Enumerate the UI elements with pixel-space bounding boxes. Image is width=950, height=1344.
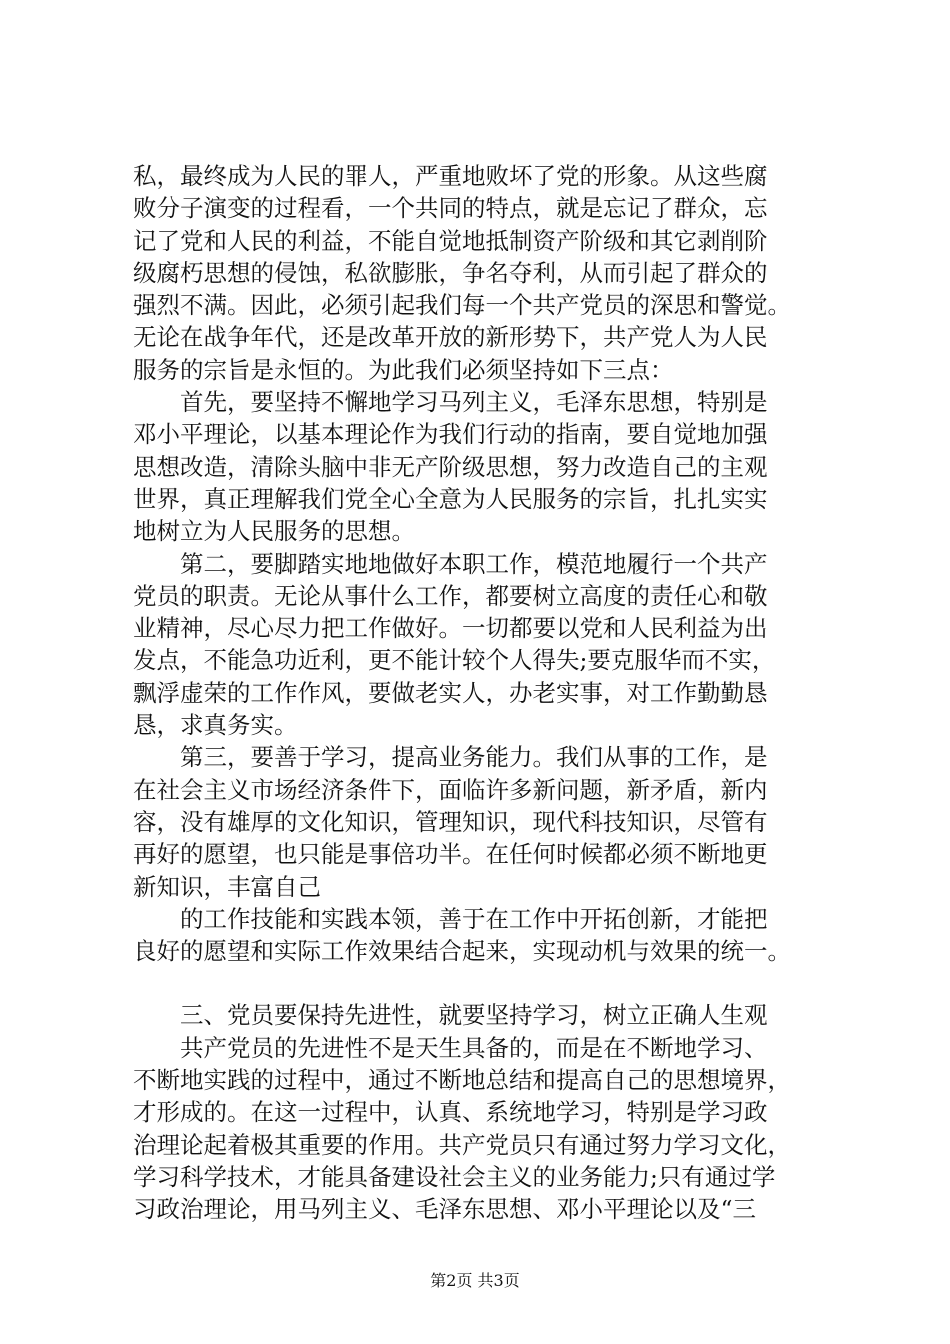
text-line: 发点，不能急功近利，更不能计较个人得失;要克服华而不实， [133, 646, 776, 675]
body-text [133, 160, 848, 1226]
text-line: 恳，求真务实。 [133, 711, 298, 740]
text-line: 第二，要脚踏实地地做好本职工作，模范地履行一个共产 [180, 549, 768, 578]
text-line: 良好的愿望和实际工作效果结合起来，实现动机与效果的统一。 [133, 937, 791, 966]
text-line: 共产党员的先进性不是天生具备的，而是在不断地学习、 [180, 1033, 768, 1062]
text-line: 习政治理论，用马列主义、毛泽东思想、邓小平理论以及“三 [133, 1195, 757, 1224]
text-line: 级腐朽思想的侵蚀，私欲膨胀，争名夺利，从而引起了群众的 [133, 258, 768, 287]
text-line: 党员的职责。无论从事什么工作，都要树立高度的责任心和敬 [133, 581, 768, 610]
text-line: 败分子演变的过程看，一个共同的特点，就是忘记了群众，忘 [133, 194, 768, 223]
text-line: 再好的愿望，也只能是事倍功半。在任何时候都必须不断地更 [133, 840, 768, 869]
text-line: 服务的宗旨是永恒的。为此我们必须坚持如下三点： [133, 355, 674, 384]
text-line: 才形成的。在这一过程中，认真、系统地学习，特别是学习政 [133, 1098, 768, 1127]
text-line: 学习科学技术，才能具备建设社会主义的业务能力;只有通过学 [133, 1162, 776, 1191]
text-line: 强烈不满。因此，必须引起我们每一个共产党员的深思和警觉。 [133, 291, 791, 320]
text-line: 第三，要善于学习，提高业务能力。我们从事的工作，是 [180, 743, 768, 772]
text-line: 地树立为人民服务的思想。 [133, 517, 415, 546]
text-line: 思想改造，清除头脑中非无产阶级思想，努力改造自己的主观 [133, 452, 768, 481]
text-line: 不断地实践的过程中，通过不断地总结和提高自己的思想境界， [133, 1066, 791, 1095]
text-line: 记了党和人民的利益，不能自觉地抵制资产阶级和其它剥削阶 [133, 226, 768, 255]
text-line: 世界，真正理解我们党全心全意为人民服务的宗旨，扎扎实实 [133, 484, 768, 513]
text-line: 首先，要坚持不懈地学习马列主义，毛泽东思想，特别是 [180, 388, 768, 417]
text-line: 在社会主义市场经济条件下，面临许多新问题，新矛盾，新内 [133, 775, 768, 804]
text-line: 私，最终成为人民的罪人，严重地败坏了党的形象。从这些腐 [133, 162, 768, 190]
section-heading: 三、党员要保持先进性，就要坚持学习，树立正确人生观 [180, 1001, 768, 1030]
text-line: 无论在战争年代，还是改革开放的新形势下，共产党人为人民 [133, 323, 768, 352]
paragraph-gap [133, 967, 848, 999]
text-line: 业精神，尽心尽力把工作做好。一切都要以党和人民利益为出 [133, 614, 768, 643]
text-line: 容，没有雄厚的文化知识，管理知识，现代科技知识，尽管有 [133, 807, 768, 836]
text-line: 治理论起着极其重要的作用。共产党员只有通过努力学习文化， [133, 1130, 791, 1159]
text-line: 飘浮虚荣的工作作风，要做老实人，办老实事，对工作勤勤恳 [133, 678, 768, 707]
page-number: 第2页 共3页 [430, 1271, 520, 1290]
text-line: 新知识，丰富自己 [133, 872, 321, 901]
text-line: 的工作技能和实践本领，善于在工作中开拓创新，才能把 [180, 904, 768, 933]
text-line: 邓小平理论，以基本理论作为我们行动的指南，要自觉地加强 [133, 420, 768, 449]
